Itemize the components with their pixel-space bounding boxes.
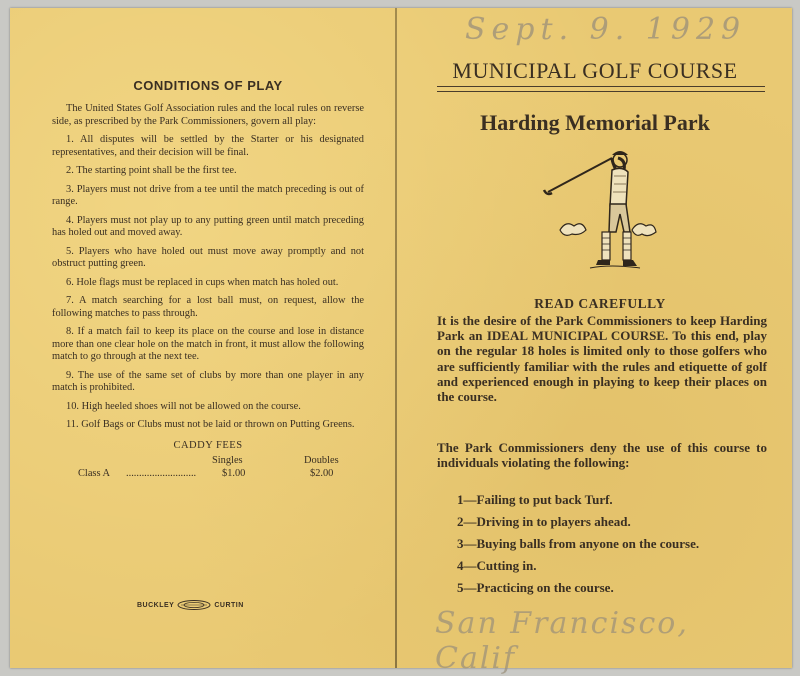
rule-item: 5. Players who have holed out must move away promptly and not obstruct putting green. (52, 245, 364, 269)
handwritten-date: Sept. 9. 1929 (465, 12, 747, 47)
rule-item: 8. If a match fail to keep its place on the course and lose in distance more than one clear hole on the match in front, it must allow the following match to go through at the next tee. (52, 326, 364, 362)
conditions-title: CONDITIONS OF PLAY (133, 78, 283, 93)
conditions-intro: The United States Golf Association rules and the local rules on reverse side, as prescribed by the Park Commissioners, govern all play: (52, 103, 364, 127)
violations-list (457, 492, 769, 602)
singles-label: Singles (212, 454, 243, 466)
conditions-panel (52, 78, 364, 609)
rule-item: 9. The use of the same set of clubs by more than one player in any match is prohibited. (52, 369, 364, 393)
rule-item: 7. A match searching for a lost ball must, on request, allow the following matches to pass through. (52, 295, 364, 319)
rule-item: 10. High heeled shoes will not be allowed on the course. (66, 400, 301, 412)
center-fold (395, 8, 397, 668)
list-item: 3—Buying balls from anyone on the course. (457, 536, 700, 551)
list-item: 1—Failing to put back Turf. (457, 492, 613, 507)
park-name: Harding Memorial Park (480, 110, 710, 135)
printer-name-right: CURTIN (214, 601, 244, 609)
course-heading: MUNICIPAL GOLF COURSE (452, 58, 738, 83)
deny-paragraph: The Park Commissioners deny the use of this course to individuals violating the following: (437, 440, 767, 471)
doubles-label: Doubles (304, 454, 339, 466)
heading-double-rule (437, 86, 765, 92)
rule-item: 3. Players must not drive from a tee until the match preceding is out of range. (52, 183, 364, 207)
caddy-fees-title: CADDY FEES (173, 439, 243, 451)
handwritten-city: San Francisco, Calif (435, 606, 689, 676)
rule-item: 4. Players must not play up to any putting green until match preceding has holed out and moved away. (52, 214, 364, 238)
printer-mark (137, 600, 244, 610)
rule-item: 1. All disputes will be settled by the Starter or his designated representatives, and their decision will be final. (52, 134, 364, 158)
class-label: Class A (78, 467, 111, 479)
fee-leader: ........................... (126, 467, 197, 479)
rule-item: 6. Hole flags must be replaced in cups when match has holed out. (66, 276, 339, 288)
list-item: 4—Cutting in. (457, 558, 537, 573)
notice-paragraph: It is the desire of the Park Commissioners to keep Harding Park an IDEAL MUNICIPAL COURSE. To this end, play on the regular 18 holes is limited only to those golfers who are sufficiently familiar with the rules and etiquette of golf and experienced enough in playing to keep their places on the course. (437, 313, 767, 405)
doubles-fee: $2.00 (310, 467, 334, 479)
caddy-fees-table (52, 455, 364, 485)
rule-item: 2. The starting point shall be the first tee. (66, 165, 237, 176)
printer-name-left: BUCKLEY (137, 601, 175, 609)
golfer-illustration-icon (540, 140, 660, 300)
scorecard (10, 8, 792, 676)
list-item: 5—Practicing on the course. (457, 580, 614, 595)
list-item: 2—Driving in to players ahead. (457, 514, 631, 529)
read-carefully-title: READ CAREFULLY (534, 296, 666, 311)
singles-fee: $1.00 (222, 467, 246, 479)
union-bug-icon (177, 600, 211, 610)
rule-item: 11. Golf Bags or Clubs must not be laid or thrown on Putting Greens. (66, 419, 355, 430)
